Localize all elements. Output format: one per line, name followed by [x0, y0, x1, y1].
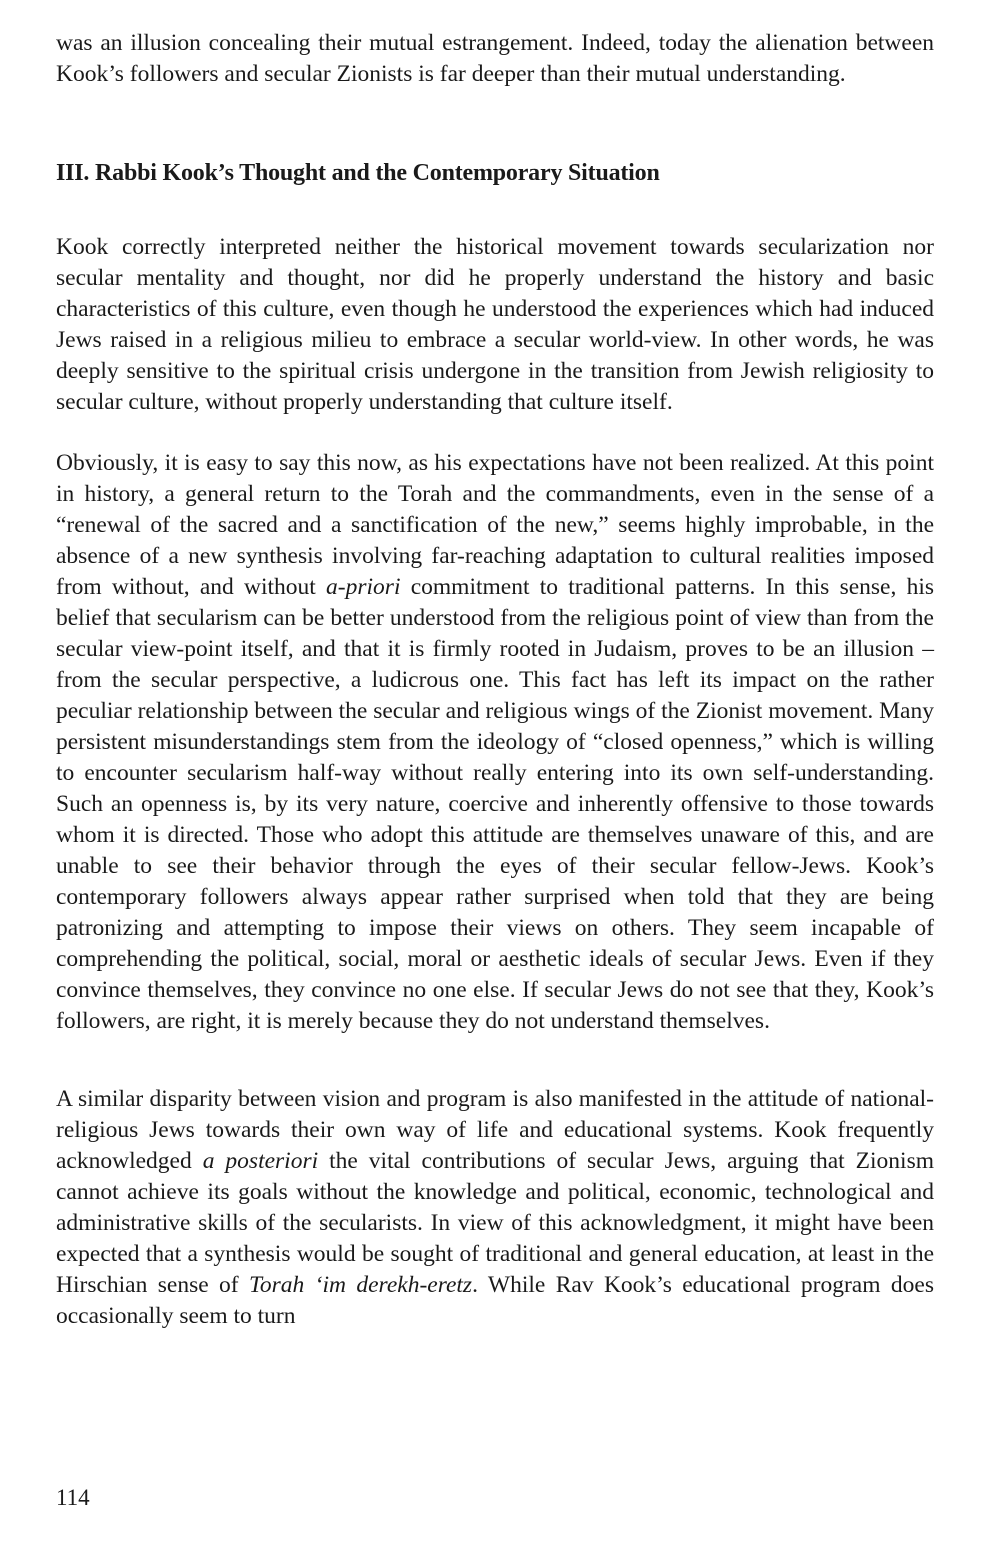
- paragraph-2-text-2: commitment to traditional patterns. In this sense, his belief that secularism can be better understood from the religious point of view than from the secular view-point itself, and that it is firmly rooted in Judaism, proves to be an illusion – from the secular perspective, a ludicrous one. This fact has left its impact on the rather peculiar relationship between the secular and religious wings of the Zionist movement. Many persistent misunderstandings stem from the ideology of “closed openness,” which is willing to encounter secularism half-way without really entering into its own self-understanding. Such an openness is, by its very nature, coercive and inherently offensive to those towards whom it is directed. Those who adopt this attitude are themselves unaware of this, and are unable to see their behavior through the eyes of their secular fellow-Jews. Kook’s contemporary followers always appear rather surprised when told that they are being patronizing and attempting to impose their views on others. They seem incapable of comprehending the political, social, moral or aesthetic ideals of secular Jews. Even if they convince themselves, they convince no one else. If secular Jews do not see that they, Kook’s followers, are right, it is merely because they do not understand themselves.: [56, 574, 934, 1034]
- paragraph-3: [56, 1084, 934, 1332]
- book-page: [56, 28, 934, 1332]
- paragraph-3-text-2: the vital contributions of secular Jews, arguing that Zionism cannot achieve its goals without the knowledge and political, economic, technological and administrative skills of the secularists. In view of this acknowledgment, it might have been expected that a synthesis would be sought of traditional and general education, at least in the Hirschian sense of: [56, 1148, 934, 1298]
- paragraph-3-italic-term-1: a posteriori: [202, 1148, 319, 1174]
- paragraph-2-text-1: Obviously, it is easy to say this now, as his expectations have not been realized. At this point in history, a general return to the Torah and the commandments, even in the sense of a “renewal of the sacred and a sanctification of the new,” seems highly improbable, in the absence of a new synthesis involving far-reaching adaptation to cultural realities imposed from without, and without: [56, 450, 934, 600]
- paragraph-2: [56, 448, 934, 1037]
- paragraph-3-text-3: . While Rav Kook’s educational program does occasionally seem to turn: [56, 1272, 934, 1329]
- paragraph-3-italic-term-2: Torah ‘im derekh-eretz: [248, 1272, 473, 1298]
- page-number: 114: [56, 1485, 90, 1510]
- paragraph-3-text-1: A similar disparity between vision and program is also manifested in the attitude of national-religious Jews towards their own way of life and educational systems. Kook frequently acknowledged: [56, 1086, 934, 1174]
- paragraph-2-italic-term: a-priori: [326, 574, 401, 600]
- section-heading: III. Rabbi Kook’s Thought and the Contemporary Situation: [56, 160, 660, 186]
- paragraph-1: Kook correctly interpreted neither the historical movement towards secularization nor secular mentality and thought, nor did he properly understand the history and basic characteristics of this culture, even though he understood the experiences which had induced Jews raised in a religious milieu to embrace a secular world-view. In other words, he was deeply sensitive to the spiritual crisis undergone in the transition from Jewish religiosity to secular culture, without properly understanding that culture itself.: [56, 234, 934, 415]
- paragraph-continuation: was an illusion concealing their mutual estrangement. Indeed, today the alienation between Kook’s followers and secular Zionists is far deeper than their mutual understanding.: [56, 30, 934, 87]
